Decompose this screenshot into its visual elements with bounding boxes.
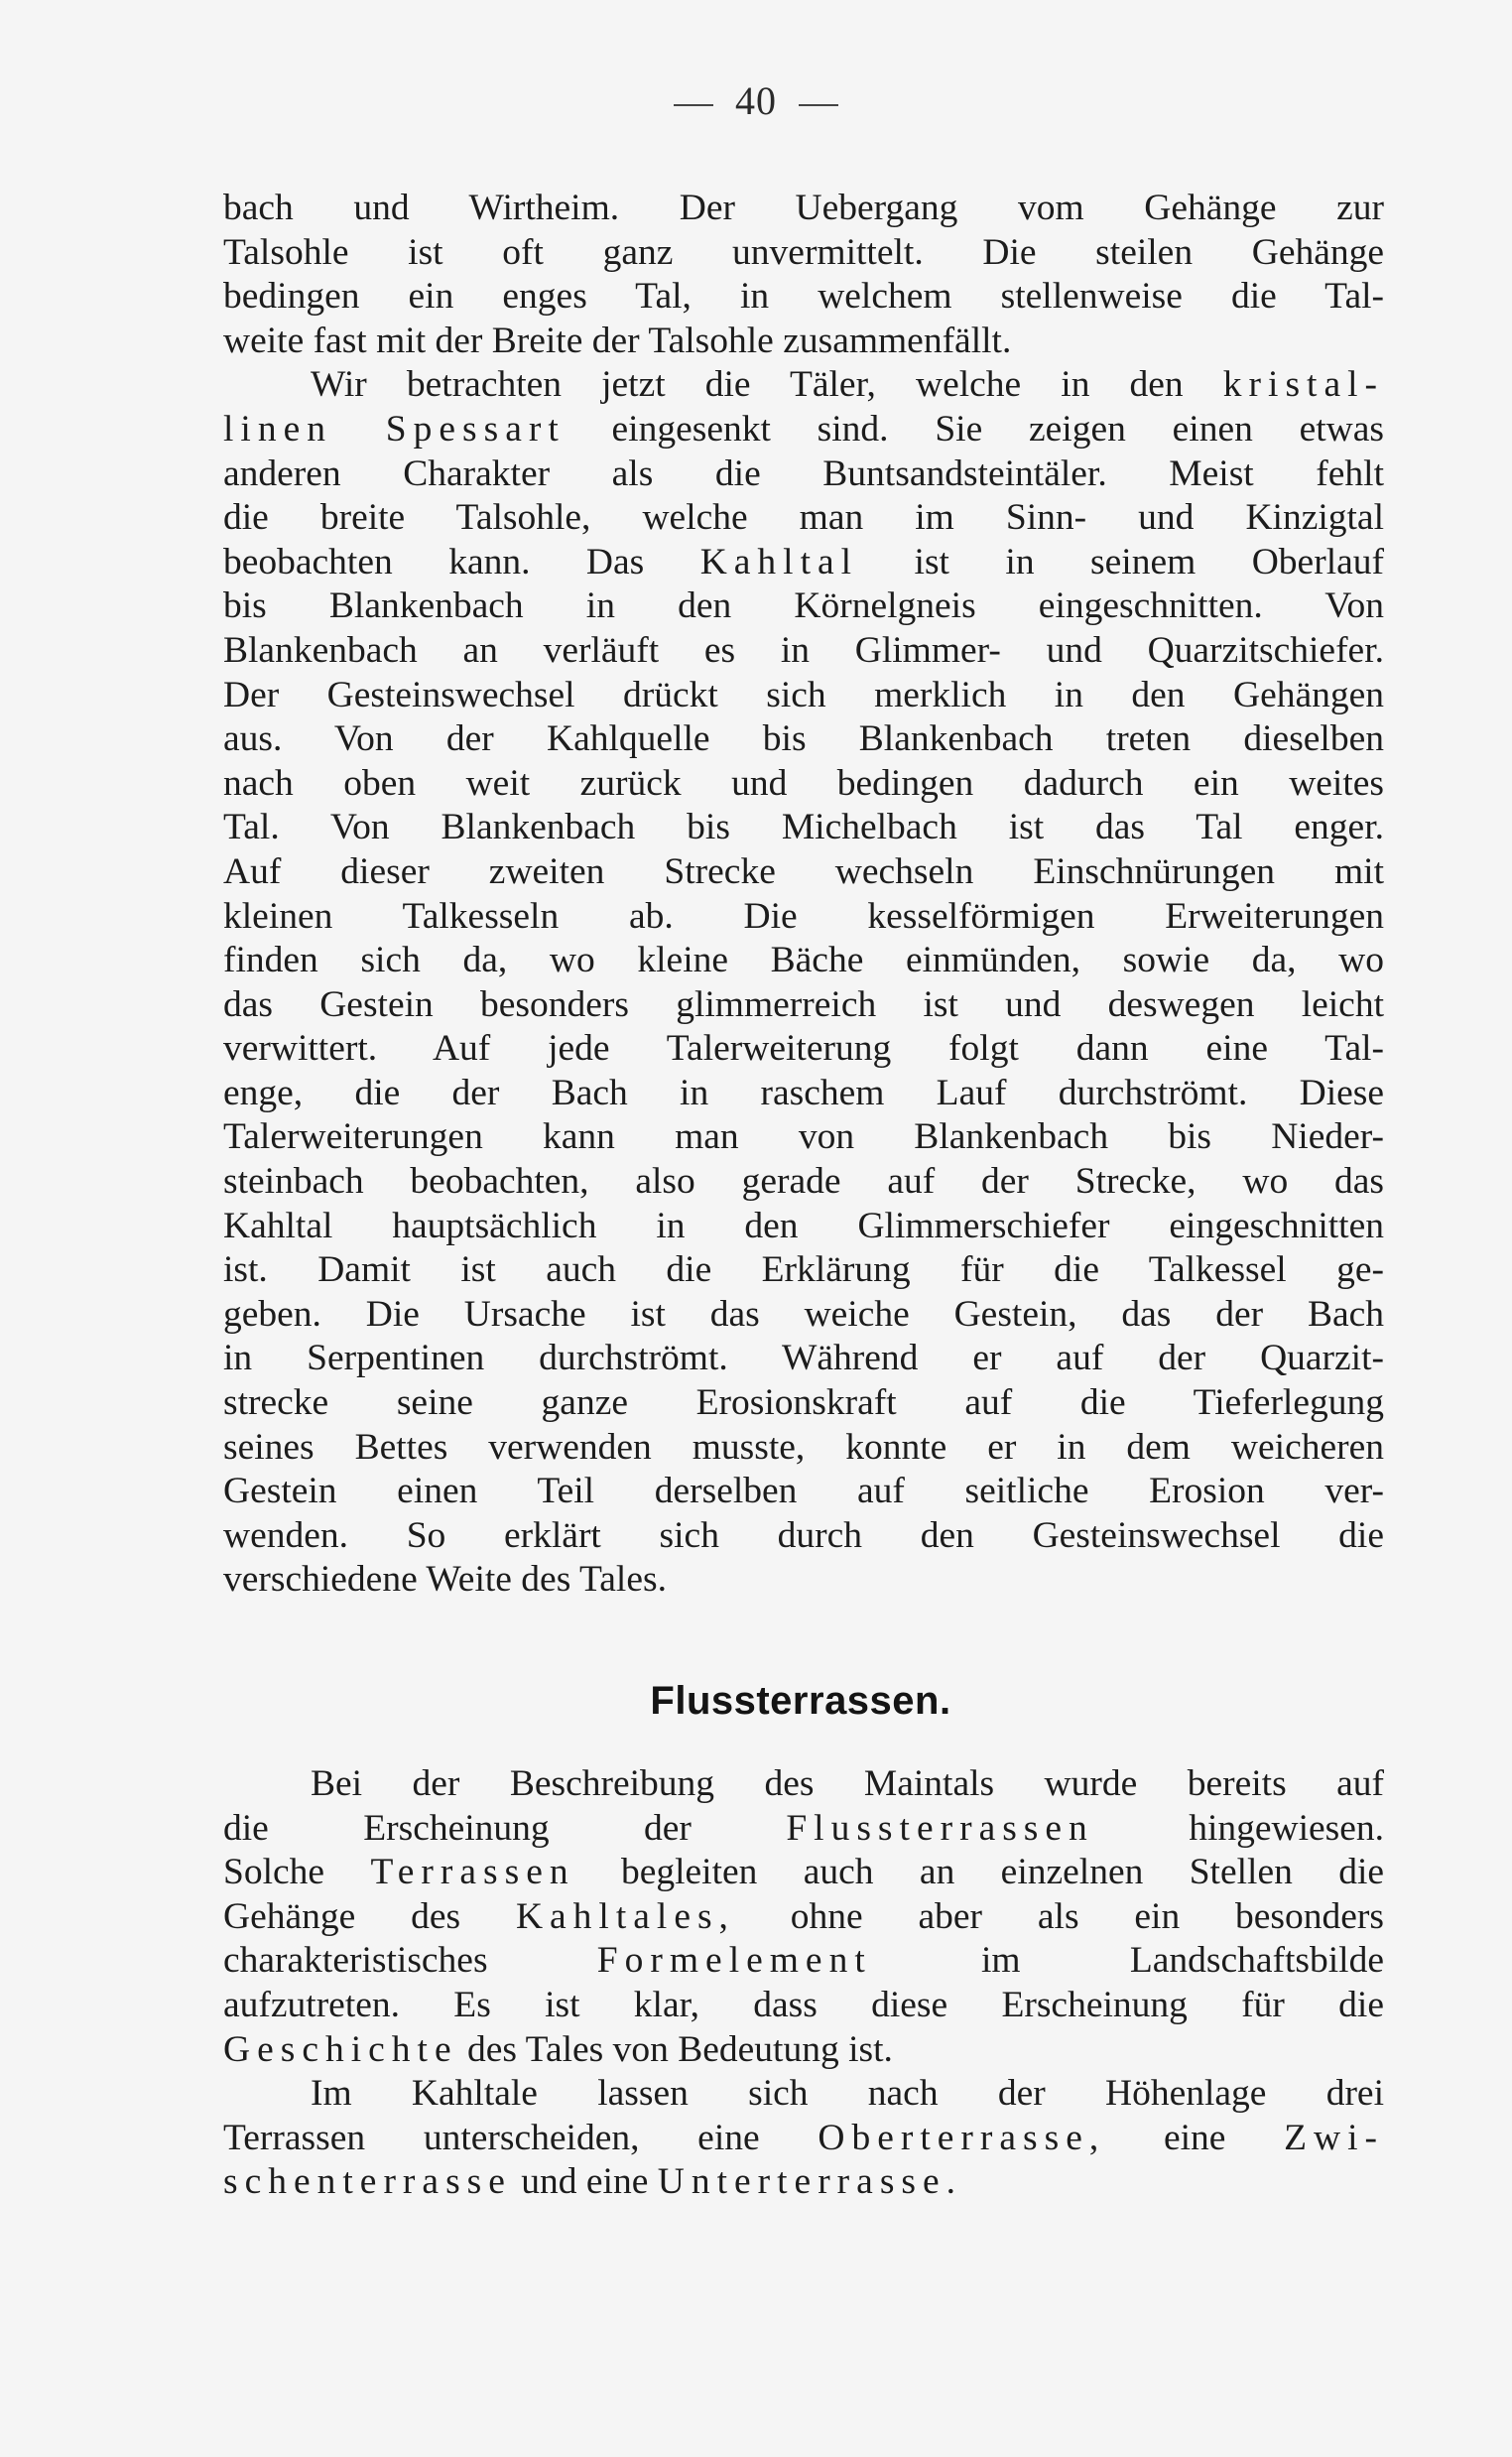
text-line: anderen Charakter als die Buntsandsteintäler. Meist fehlt — [223, 453, 1384, 494]
text-line: die breite Talsohle, welche man im Sinn- und Kinzigtal — [223, 497, 1384, 539]
text-line: aus. Von der Kahlquelle bis Blankenbach treten dieselben — [223, 718, 1384, 760]
text-fragment: Gehänge des — [223, 1895, 461, 1937]
text-line — [223, 2160, 1384, 2205]
text-line: strecke seine ganze Erosionskraft auf die Tieferlegung — [223, 1382, 1384, 1424]
text-line: Gestein einen Teil derselben auf seitliche Erosion ver- — [223, 1471, 1384, 1512]
text-fragment: hingewiesen. — [1189, 1807, 1385, 1849]
text-line — [223, 363, 1384, 408]
text-line: Tal. Von Blankenbach bis Michelbach ist das Tal enger. — [223, 807, 1384, 848]
text-line — [223, 1939, 1384, 1984]
text-line: Talerweiterungen kann man von Blankenbach bis Nieder- — [223, 1116, 1384, 1158]
text-fragment: und eine — [521, 2161, 649, 2203]
body-text-section-2 — [223, 1762, 1384, 2205]
text-fragment: beobachten kann. Das — [223, 541, 645, 582]
emphasis-spaced: linen Spessart — [223, 408, 566, 450]
text-line: kleinen Talkesseln ab. Die kesselförmigen Erweiterungen — [223, 895, 1384, 937]
text-line: Talsohle ist oft ganz unvermittelt. Die steilen Gehänge — [223, 231, 1384, 273]
text-line: bis Blankenbach in den Körnelgneis eingeschnitten. Von — [223, 585, 1384, 627]
text-fragment: eine — [1163, 2117, 1226, 2158]
emphasis-spaced: schenterrasse — [223, 2161, 512, 2203]
emphasis-spaced: Flussterrassen — [786, 1807, 1094, 1849]
text-line: enge, die der Bach in raschem Lauf durchströmt. Diese — [223, 1072, 1384, 1113]
section-heading: Flussterrassen. — [650, 1679, 951, 1723]
emphasis-spaced: Kahltales, — [515, 1895, 735, 1937]
text-line: Der Gesteinswechsel drückt sich merklich in den Gehängen — [223, 674, 1384, 715]
text-line: steinbach beobachten, also gerade auf der Strecke, wo das — [223, 1161, 1384, 1203]
paragraph-kahltal — [223, 363, 1384, 1603]
emphasis-spaced: Kahltal — [699, 541, 859, 582]
text-fragment: eingesenkt sind. Sie zeigen einen etwas — [611, 408, 1384, 450]
text-fragment: ist in seinem Oberlauf — [914, 541, 1384, 582]
text-line: verschiedene Weite des Tales. — [223, 1559, 667, 1601]
text-line: Auf dieser zweiten Strecke wechseln Einschnürungen mit — [223, 850, 1384, 892]
emphasis-spaced: Geschichte — [223, 2028, 458, 2070]
text-line — [223, 408, 1384, 453]
text-fragment: die Erscheinung der — [223, 1807, 692, 1849]
text-line: wenden. So erklärt sich durch den Gesteinswechsel die — [223, 1514, 1384, 1556]
text-fragment: des Tales von Bedeutung ist. — [466, 2028, 893, 2070]
text-line: bach und Wirtheim. Der Uebergang vom Gehänge zur — [223, 188, 1384, 228]
page-number — [0, 77, 1512, 124]
text-fragment: ohne aber als ein besonders — [790, 1895, 1384, 1937]
dash-right — [799, 104, 838, 106]
emphasis-spaced: Formelement — [596, 1940, 872, 1982]
emphasis-spaced: Terrassen — [370, 1852, 575, 1893]
text-line: das Gestein besonders glimmerreich ist und deswegen leicht — [223, 983, 1384, 1025]
text-line: weite fast mit der Breite der Talsohle zusammenfällt. — [223, 320, 1012, 361]
text-line: seines Bettes verwenden musste, konnte er in dem weicheren — [223, 1426, 1384, 1468]
text-line — [223, 541, 1384, 585]
text-line — [223, 1851, 1384, 1895]
text-line: verwittert. Auf jede Talerweiterung folgt dann eine Tal- — [223, 1028, 1384, 1070]
dash-left — [674, 104, 713, 106]
page-number-value: 40 — [735, 78, 777, 123]
text-line: Blankenbach an verläuft es in Glimmer- und Quarzitschiefer. — [223, 629, 1384, 671]
text-fragment: im Landschaftsbilde — [981, 1940, 1384, 1982]
text-line: aufzutreten. Es ist klar, dass diese Erscheinung für die — [223, 1984, 1384, 2025]
text-line: Kahltal hauptsächlich in den Glimmerschiefer eingeschnitten — [223, 1205, 1384, 1246]
text-line: bedingen ein enges Tal, in welchem stellenweise die Tal- — [223, 276, 1384, 318]
body-text-section-1 — [223, 187, 1384, 1603]
text-line: nach oben weit zurück und bedingen dadurch ein weites — [223, 762, 1384, 804]
emphasis-spaced: kristal- — [1222, 364, 1385, 406]
text-fragment: Wir betrachten jetzt die Täler, welche in den — [311, 364, 1184, 406]
text-line: ist. Damit ist auch die Erklärung für die Talkessel ge- — [223, 1249, 1384, 1291]
emphasis-spaced: Unterterrasse. — [657, 2161, 963, 2203]
emphasis-spaced: Oberterrasse, — [818, 2117, 1106, 2158]
text-line — [223, 2117, 1384, 2161]
text-line — [223, 1807, 1384, 1852]
paragraph-continuation — [223, 187, 1384, 363]
paragraph-flussterrassen — [223, 1762, 1384, 2072]
paragraph-terrassen — [223, 2072, 1384, 2205]
text-fragment: Terrassen unterscheiden, eine — [223, 2117, 760, 2158]
emphasis-spaced: Zwi- — [1284, 2117, 1385, 2158]
text-fragment: begleiten auch an einzelnen Stellen die — [620, 1852, 1385, 1893]
text-line — [223, 1895, 1384, 1940]
text-line: finden sich da, wo kleine Bäche einmünden, sowie da, wo — [223, 940, 1384, 981]
text-line: Im Kahltale lassen sich nach der Höhenlage drei — [311, 2073, 1384, 2115]
text-line — [223, 2028, 1384, 2073]
text-fragment: charakteristisches — [223, 1940, 488, 1982]
text-line: in Serpentinen durchströmt. Während er auf der Quarzit- — [223, 1338, 1384, 1379]
text-line: geben. Die Ursache ist das weiche Gestein, das der Bach — [223, 1293, 1384, 1335]
text-fragment: Solche — [223, 1852, 325, 1893]
text-line: Bei der Beschreibung des Maintals wurde bereits auf — [311, 1763, 1384, 1804]
